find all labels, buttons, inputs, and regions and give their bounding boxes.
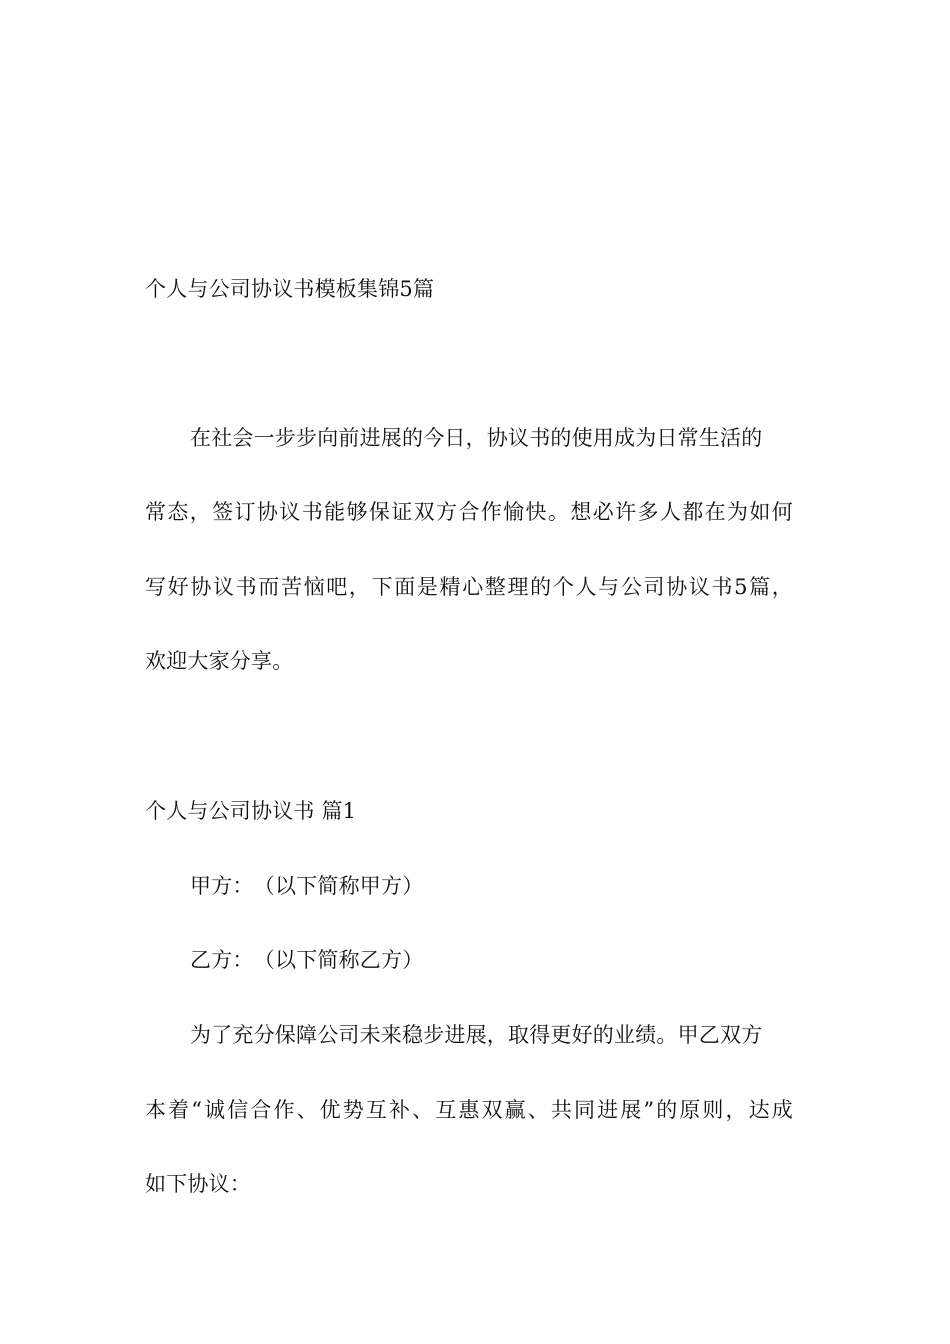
purpose-line-1: 为了充分保障公司未来稳步进展，取得更好的业绩。甲乙双方 xyxy=(190,1023,763,1047)
section-1-heading: 个人与公司协议书 篇1 xyxy=(145,799,357,823)
party-b-line: 乙方： （以下简称乙方） xyxy=(190,948,424,972)
purpose-line-3: 如下协议： xyxy=(145,1172,251,1196)
intro-line-1: 在社会一步步向前进展的今日，协议书的使用成为日常生活的 xyxy=(190,426,763,450)
purpose-line-2: 本着“诚信合作、优势互补、互惠双赢、共同进展”的原则，达成 xyxy=(145,1098,793,1122)
intro-line-4: 欢迎大家分享。 xyxy=(145,649,294,673)
intro-line-2: 常态，签订协议书能够保证双方合作愉快。想必许多人都在为如何 xyxy=(145,500,793,524)
intro-line-3: 写好协议书而苦恼吧，下面是精心整理的个人与公司协议书5篇， xyxy=(145,575,793,599)
document-title: 个人与公司协议书模板集锦5篇 xyxy=(145,277,435,301)
party-a-line: 甲方： （以下简称甲方） xyxy=(190,874,424,898)
